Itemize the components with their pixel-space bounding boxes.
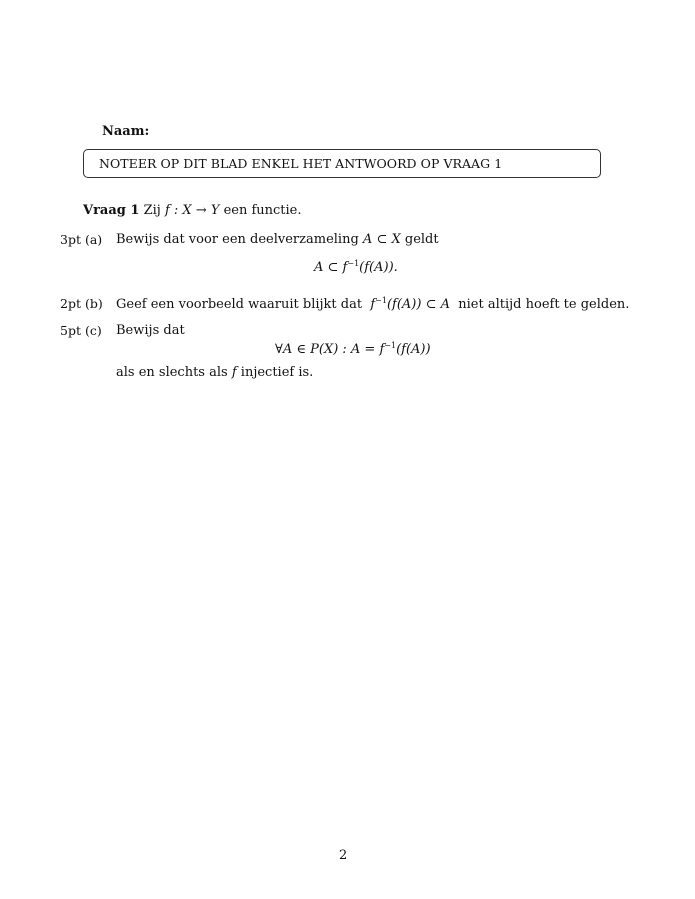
part-a-points-value: 3pt [60, 232, 81, 247]
part-a-eq-sup: −1 [347, 259, 360, 268]
part-a-eq-suffix: (f(A)). [359, 260, 398, 275]
notice-text: NOTEER OP DIT BLAD ENKEL HET ANTWOORD OP VRAAG 1 [99, 156, 503, 171]
part-a-display-equation [314, 259, 398, 275]
part-b-letter: (b) [84, 296, 103, 311]
part-c-eq-suffix: (f(A)) [396, 342, 431, 357]
part-c-conclusion [116, 365, 313, 380]
part-c-text-before: Bewijs dat [116, 323, 185, 338]
question-intro-prefix: Zij [143, 203, 161, 218]
part-a-inline-math: A ⊂ X [362, 232, 401, 247]
page-number: 2 [339, 848, 348, 863]
part-b-math-sup: −1 [375, 296, 387, 305]
part-c-tail-suffix: injectief is. [240, 365, 314, 380]
part-c-display-equation [275, 341, 431, 357]
part-c-letter: (c) [84, 323, 102, 338]
part-a-letter: (a) [84, 232, 103, 247]
part-b-text-before: Geef een voorbeeld waaruit blijkt dat [116, 297, 363, 312]
part-b-points [60, 296, 103, 311]
part-a-text-before: Bewijs dat voor een deelverzameling [116, 232, 359, 247]
part-b-math-suffix: (f(A)) ⊂ A [386, 297, 450, 312]
question-intro-suffix: een functie. [223, 203, 302, 218]
question-label: Vraag 1 [83, 203, 140, 218]
question-intro-math: f : X → Y [164, 203, 220, 218]
part-a-statement [116, 232, 439, 247]
part-a-text-after: geldt [404, 232, 439, 247]
part-b-inline-math [370, 297, 450, 312]
part-b-text-after: niet altijd hoeft te gelden. [458, 297, 630, 312]
part-c-eq-sup: −1 [384, 341, 397, 350]
part-b-math-prefix: f [370, 297, 376, 312]
part-c-tail-math: f [231, 365, 237, 380]
part-a-eq-prefix: A ⊂ f [314, 260, 348, 275]
part-c-points-value: 5pt [60, 323, 81, 338]
part-c-eq-prefix: ∀A ∈ P(X) : A = f [275, 342, 385, 357]
part-c-tail-prefix: als en slechts als [116, 365, 228, 380]
part-a-points [60, 232, 102, 247]
question-intro [83, 203, 302, 218]
part-b-statement [116, 296, 629, 312]
name-label: Naam: [102, 124, 150, 139]
part-b-points-value: 2pt [60, 296, 81, 311]
part-c-points [60, 323, 102, 338]
